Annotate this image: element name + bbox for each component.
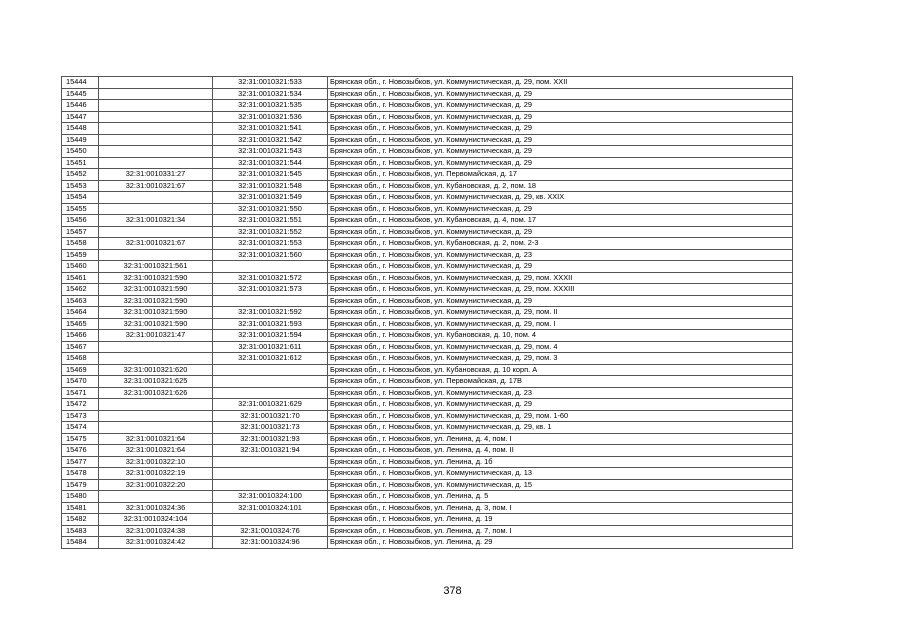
address-cell: Брянская обл., г. Новозыбков, ул. Кубановская, д. 2, пом. 2-3 [328, 238, 793, 250]
table-row [62, 399, 793, 411]
building-cadastral-number-cell: 32:31:0010321:548 [213, 180, 328, 192]
land-cadastral-number-cell [99, 226, 213, 238]
address-cell: Брянская обл., г. Новозыбков, ул. Ленина, д. 5 [328, 491, 793, 503]
building-cadastral-number-cell: 32:31:0010321:593 [213, 318, 328, 330]
address-cell: Брянская обл., г. Новозыбков, ул. Коммунистическая, д. 13 [328, 468, 793, 480]
building-cadastral-number-cell [213, 514, 328, 526]
building-cadastral-number-cell: 32:31:0010321:551 [213, 215, 328, 227]
row-number-cell: 15471 [62, 387, 99, 399]
address-cell: Брянская обл., г. Новозыбков, ул. Ленина, д. 3, пом. I [328, 502, 793, 514]
building-cadastral-number-cell: 32:31:0010324:76 [213, 525, 328, 537]
building-cadastral-number-cell: 32:31:0010321:534 [213, 88, 328, 100]
table-row [62, 364, 793, 376]
building-cadastral-number-cell: 32:31:0010321:544 [213, 157, 328, 169]
address-cell: Брянская обл., г. Новозыбков, ул. Ленина, д. 7, пом. I [328, 525, 793, 537]
table-row [62, 479, 793, 491]
address-cell: Брянская обл., г. Новозыбков, ул. Коммунистическая, д. 29 [328, 123, 793, 135]
address-cell: Брянская обл., г. Новозыбков, ул. Кубановская, д. 10 корп. А [328, 364, 793, 376]
building-cadastral-number-cell: 32:31:0010321:535 [213, 100, 328, 112]
row-number-cell: 15470 [62, 376, 99, 388]
address-cell: Брянская обл., г. Новозыбков, ул. Кубановская, д. 2, пом. 18 [328, 180, 793, 192]
row-number-cell: 15478 [62, 468, 99, 480]
building-cadastral-number-cell [213, 261, 328, 273]
row-number-cell: 15451 [62, 157, 99, 169]
address-cell: Брянская обл., г. Новозыбков, ул. Коммунистическая, д. 29, пом. XXXIII [328, 284, 793, 296]
address-cell: Брянская обл., г. Новозыбков, ул. Ленина, д. 1б [328, 456, 793, 468]
table-row [62, 77, 793, 89]
building-cadastral-number-cell: 32:31:0010321:550 [213, 203, 328, 215]
address-cell: Брянская обл., г. Новозыбков, ул. Коммунистическая, д. 29, кв. 1 [328, 422, 793, 434]
address-cell: Брянская обл., г. Новозыбков, ул. Коммунистическая, д. 23 [328, 387, 793, 399]
table-row [62, 272, 793, 284]
address-cell: Брянская обл., г. Новозыбков, ул. Коммунистическая, д. 29, кв. XXIX [328, 192, 793, 204]
land-cadastral-number-cell: 32:31:0010322:20 [99, 479, 213, 491]
land-cadastral-number-cell: 32:31:0010321:625 [99, 376, 213, 388]
land-cadastral-number-cell: 32:31:0010321:64 [99, 445, 213, 457]
building-cadastral-number-cell [213, 387, 328, 399]
row-number-cell: 15460 [62, 261, 99, 273]
building-cadastral-number-cell: 32:31:0010321:573 [213, 284, 328, 296]
registry-table-body [62, 77, 793, 549]
address-cell: Брянская обл., г. Новозыбков, ул. Ленина, д. 4, пом. I [328, 433, 793, 445]
table-row [62, 353, 793, 365]
building-cadastral-number-cell: 32:31:0010324:101 [213, 502, 328, 514]
table-row [62, 456, 793, 468]
land-cadastral-number-cell [99, 134, 213, 146]
row-number-cell: 15479 [62, 479, 99, 491]
address-cell: Брянская обл., г. Новозыбков, ул. Ленина, д. 29 [328, 537, 793, 549]
row-number-cell: 15468 [62, 353, 99, 365]
building-cadastral-number-cell [213, 479, 328, 491]
table-row [62, 502, 793, 514]
table-row [62, 157, 793, 169]
land-cadastral-number-cell [99, 249, 213, 261]
row-number-cell: 15477 [62, 456, 99, 468]
land-cadastral-number-cell: 32:31:0010321:590 [99, 295, 213, 307]
table-row [62, 100, 793, 112]
land-cadastral-number-cell [99, 422, 213, 434]
table-row [62, 180, 793, 192]
address-cell: Брянская обл., г. Новозыбков, ул. Коммунистическая, д. 29 [328, 157, 793, 169]
land-cadastral-number-cell: 32:31:0010321:561 [99, 261, 213, 273]
land-cadastral-number-cell: 32:31:0010321:620 [99, 364, 213, 376]
table-row [62, 341, 793, 353]
land-cadastral-number-cell [99, 192, 213, 204]
land-cadastral-number-cell [99, 146, 213, 158]
address-cell: Брянская обл., г. Новозыбков, ул. Коммунистическая, д. 29, пом. 3 [328, 353, 793, 365]
address-cell: Брянская обл., г. Новозыбков, ул. Коммунистическая, д. 29 [328, 261, 793, 273]
row-number-cell: 15469 [62, 364, 99, 376]
building-cadastral-number-cell: 32:31:0010321:612 [213, 353, 328, 365]
address-cell: Брянская обл., г. Новозыбков, ул. Коммунистическая, д. 23 [328, 249, 793, 261]
land-cadastral-number-cell [99, 353, 213, 365]
land-cadastral-number-cell: 32:31:0010324:36 [99, 502, 213, 514]
land-cadastral-number-cell [99, 410, 213, 422]
address-cell: Брянская обл., г. Новозыбков, ул. Коммунистическая, д. 15 [328, 479, 793, 491]
table-row [62, 537, 793, 549]
address-cell: Брянская обл., г. Новозыбков, ул. Коммунистическая, д. 29, пом. I [328, 318, 793, 330]
table-row [62, 468, 793, 480]
table-row [62, 192, 793, 204]
building-cadastral-number-cell: 32:31:0010321:560 [213, 249, 328, 261]
building-cadastral-number-cell: 32:31:0010321:533 [213, 77, 328, 89]
table-row [62, 226, 793, 238]
table-row [62, 134, 793, 146]
row-number-cell: 15481 [62, 502, 99, 514]
table-row [62, 433, 793, 445]
table-row [62, 387, 793, 399]
building-cadastral-number-cell: 32:31:0010321:70 [213, 410, 328, 422]
building-cadastral-number-cell: 32:31:0010324:100 [213, 491, 328, 503]
row-number-cell: 15452 [62, 169, 99, 181]
row-number-cell: 15447 [62, 111, 99, 123]
address-cell: Брянская обл., г. Новозыбков, ул. Коммунистическая, д. 29 [328, 295, 793, 307]
land-cadastral-number-cell: 32:31:0010321:590 [99, 318, 213, 330]
land-cadastral-number-cell [99, 111, 213, 123]
row-number-cell: 15455 [62, 203, 99, 215]
row-number-cell: 15448 [62, 123, 99, 135]
building-cadastral-number-cell [213, 456, 328, 468]
registry-table [61, 76, 793, 549]
row-number-cell: 15446 [62, 100, 99, 112]
table-row [62, 238, 793, 250]
building-cadastral-number-cell: 32:31:0010321:542 [213, 134, 328, 146]
land-cadastral-number-cell [99, 157, 213, 169]
row-number-cell: 15462 [62, 284, 99, 296]
land-cadastral-number-cell: 32:31:0010321:67 [99, 180, 213, 192]
row-number-cell: 15466 [62, 330, 99, 342]
address-cell: Брянская обл., г. Новозыбков, ул. Коммунистическая, д. 29 [328, 203, 793, 215]
row-number-cell: 15482 [62, 514, 99, 526]
table-row [62, 146, 793, 158]
address-cell: Брянская обл., г. Новозыбков, ул. Коммунистическая, д. 29 [328, 146, 793, 158]
row-number-cell: 15465 [62, 318, 99, 330]
row-number-cell: 15480 [62, 491, 99, 503]
building-cadastral-number-cell [213, 364, 328, 376]
row-number-cell: 15463 [62, 295, 99, 307]
building-cadastral-number-cell: 32:31:0010321:592 [213, 307, 328, 319]
table-row [62, 284, 793, 296]
table-row [62, 422, 793, 434]
building-cadastral-number-cell: 32:31:0010321:94 [213, 445, 328, 457]
land-cadastral-number-cell: 32:31:0010324:42 [99, 537, 213, 549]
address-cell: Брянская обл., г. Новозыбков, ул. Коммунистическая, д. 29 [328, 111, 793, 123]
address-cell: Брянская обл., г. Новозыбков, ул. Коммунистическая, д. 29, пом. 1-60 [328, 410, 793, 422]
address-cell: Брянская обл., г. Новозыбков, ул. Коммунистическая, д. 29, пом. 4 [328, 341, 793, 353]
land-cadastral-number-cell [99, 203, 213, 215]
address-cell: Брянская обл., г. Новозыбков, ул. Ленина, д. 4, пом. II [328, 445, 793, 457]
address-cell: Брянская обл., г. Новозыбков, ул. Коммунистическая, д. 29, пом. II [328, 307, 793, 319]
address-cell: Брянская обл., г. Новозыбков, ул. Первомайская, д. 17 [328, 169, 793, 181]
building-cadastral-number-cell: 32:31:0010324:96 [213, 537, 328, 549]
row-number-cell: 15461 [62, 272, 99, 284]
row-number-cell: 15459 [62, 249, 99, 261]
table-row [62, 249, 793, 261]
building-cadastral-number-cell [213, 295, 328, 307]
table-row [62, 318, 793, 330]
address-cell: Брянская обл., г. Новозыбков, ул. Коммунистическая, д. 29 [328, 134, 793, 146]
land-cadastral-number-cell: 32:31:0010321:34 [99, 215, 213, 227]
land-cadastral-number-cell [99, 399, 213, 411]
building-cadastral-number-cell: 32:31:0010321:552 [213, 226, 328, 238]
building-cadastral-number-cell: 32:31:0010321:553 [213, 238, 328, 250]
land-cadastral-number-cell [99, 77, 213, 89]
land-cadastral-number-cell [99, 100, 213, 112]
address-cell: Брянская обл., г. Новозыбков, ул. Первомайская, д. 17В [328, 376, 793, 388]
row-number-cell: 15444 [62, 77, 99, 89]
building-cadastral-number-cell: 32:31:0010321:93 [213, 433, 328, 445]
building-cadastral-number-cell [213, 468, 328, 480]
row-number-cell: 15476 [62, 445, 99, 457]
address-cell: Брянская обл., г. Новозыбков, ул. Коммунистическая, д. 29 [328, 226, 793, 238]
building-cadastral-number-cell: 32:31:0010321:73 [213, 422, 328, 434]
table-row [62, 295, 793, 307]
building-cadastral-number-cell [213, 376, 328, 388]
land-cadastral-number-cell: 32:31:0010321:47 [99, 330, 213, 342]
address-cell: Брянская обл., г. Новозыбков, ул. Коммунистическая, д. 29 [328, 100, 793, 112]
table-row [62, 261, 793, 273]
address-cell: Брянская обл., г. Новозыбков, ул. Коммунистическая, д. 29, пом. XXXII [328, 272, 793, 284]
row-number-cell: 15472 [62, 399, 99, 411]
row-number-cell: 15475 [62, 433, 99, 445]
table-row [62, 215, 793, 227]
land-cadastral-number-cell: 32:31:0010331:27 [99, 169, 213, 181]
row-number-cell: 15445 [62, 88, 99, 100]
table-row [62, 376, 793, 388]
table-row [62, 111, 793, 123]
building-cadastral-number-cell: 32:31:0010321:572 [213, 272, 328, 284]
row-number-cell: 15456 [62, 215, 99, 227]
row-number-cell: 15449 [62, 134, 99, 146]
building-cadastral-number-cell: 32:31:0010321:545 [213, 169, 328, 181]
land-cadastral-number-cell: 32:31:0010321:590 [99, 272, 213, 284]
row-number-cell: 15484 [62, 537, 99, 549]
row-number-cell: 15450 [62, 146, 99, 158]
row-number-cell: 15474 [62, 422, 99, 434]
building-cadastral-number-cell: 32:31:0010321:629 [213, 399, 328, 411]
row-number-cell: 15464 [62, 307, 99, 319]
table-row [62, 514, 793, 526]
land-cadastral-number-cell [99, 341, 213, 353]
table-row [62, 330, 793, 342]
land-cadastral-number-cell: 32:31:0010321:64 [99, 433, 213, 445]
land-cadastral-number-cell [99, 123, 213, 135]
row-number-cell: 15458 [62, 238, 99, 250]
address-cell: Брянская обл., г. Новозыбков, ул. Коммунистическая, д. 29 [328, 399, 793, 411]
table-row [62, 169, 793, 181]
land-cadastral-number-cell: 32:31:0010321:590 [99, 284, 213, 296]
address-cell: Брянская обл., г. Новозыбков, ул. Коммунистическая, д. 29 [328, 88, 793, 100]
land-cadastral-number-cell: 32:31:0010321:67 [99, 238, 213, 250]
land-cadastral-number-cell: 32:31:0010321:626 [99, 387, 213, 399]
land-cadastral-number-cell: 32:31:0010322:10 [99, 456, 213, 468]
land-cadastral-number-cell [99, 491, 213, 503]
table-row [62, 88, 793, 100]
land-cadastral-number-cell: 32:31:0010324:38 [99, 525, 213, 537]
building-cadastral-number-cell: 32:31:0010321:543 [213, 146, 328, 158]
address-cell: Брянская обл., г. Новозыбков, ул. Коммунистическая, д. 29, пом. XXII [328, 77, 793, 89]
row-number-cell: 15453 [62, 180, 99, 192]
building-cadastral-number-cell: 32:31:0010321:549 [213, 192, 328, 204]
building-cadastral-number-cell: 32:31:0010321:536 [213, 111, 328, 123]
table-row [62, 123, 793, 135]
table-row [62, 491, 793, 503]
row-number-cell: 15457 [62, 226, 99, 238]
table-row [62, 445, 793, 457]
row-number-cell: 15454 [62, 192, 99, 204]
address-cell: Брянская обл., г. Новозыбков, ул. Кубановская, д. 10, пом. 4 [328, 330, 793, 342]
building-cadastral-number-cell: 32:31:0010321:594 [213, 330, 328, 342]
land-cadastral-number-cell: 32:31:0010322:19 [99, 468, 213, 480]
building-cadastral-number-cell: 32:31:0010321:541 [213, 123, 328, 135]
land-cadastral-number-cell [99, 88, 213, 100]
building-cadastral-number-cell: 32:31:0010321:611 [213, 341, 328, 353]
land-cadastral-number-cell: 32:31:0010321:590 [99, 307, 213, 319]
row-number-cell: 15473 [62, 410, 99, 422]
table-row [62, 307, 793, 319]
row-number-cell: 15467 [62, 341, 99, 353]
table-row [62, 410, 793, 422]
row-number-cell: 15483 [62, 525, 99, 537]
table-row [62, 525, 793, 537]
page-number: 378 [443, 585, 462, 597]
table-row [62, 203, 793, 215]
address-cell: Брянская обл., г. Новозыбков, ул. Кубановская, д. 4, пом. 17 [328, 215, 793, 227]
address-cell: Брянская обл., г. Новозыбков, ул. Ленина, д. 19 [328, 514, 793, 526]
land-cadastral-number-cell: 32:31:0010324:104 [99, 514, 213, 526]
